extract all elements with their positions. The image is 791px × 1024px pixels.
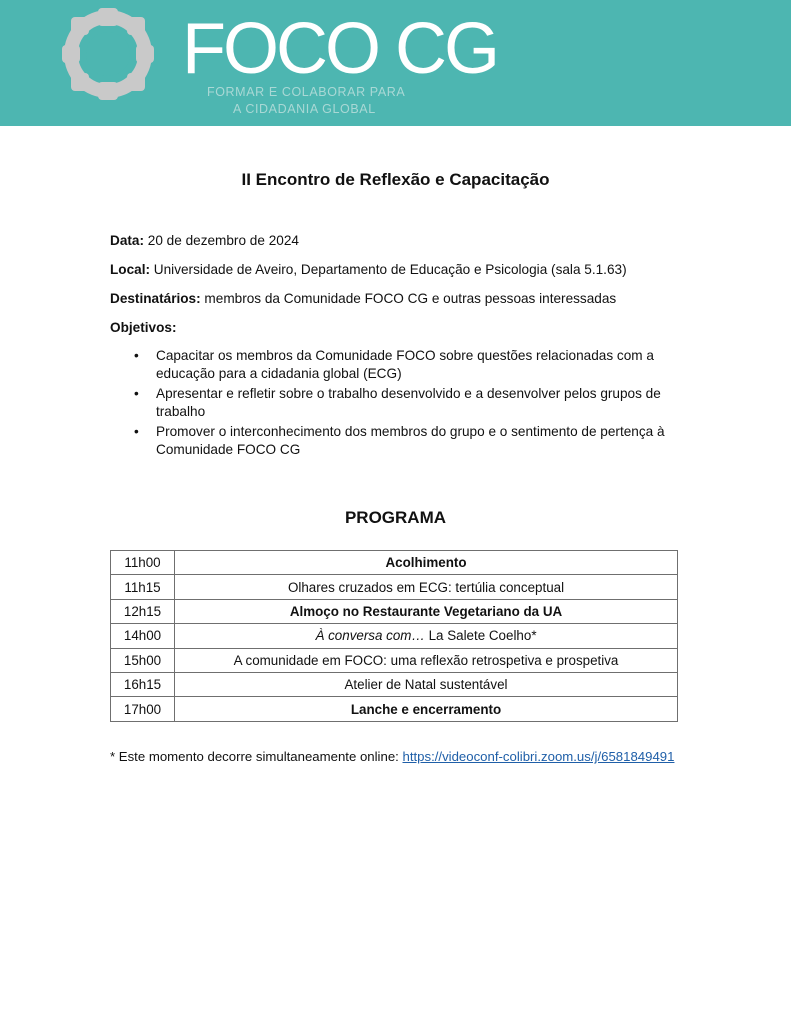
table-row bbox=[111, 624, 678, 648]
program-heading: PROGRAMA bbox=[344, 508, 447, 527]
bullet-icon: • bbox=[134, 348, 139, 363]
list-item bbox=[134, 385, 694, 420]
time-cell: 11h00 bbox=[111, 551, 175, 575]
schedule-table bbox=[110, 550, 678, 722]
table-row bbox=[111, 697, 678, 721]
list-item bbox=[134, 423, 694, 458]
header-banner bbox=[0, 0, 791, 126]
date-row bbox=[110, 232, 299, 249]
time-cell: 11h15 bbox=[111, 575, 175, 599]
time-cell: 12h15 bbox=[111, 599, 175, 623]
objectives-label: Objetivos: bbox=[110, 320, 177, 335]
foco-cg-wordmark bbox=[182, 9, 497, 89]
table-row bbox=[111, 575, 678, 599]
svg-text:FOCO CG: FOCO CG bbox=[182, 9, 497, 89]
table-row bbox=[111, 672, 678, 696]
location-row bbox=[110, 261, 627, 278]
table-row bbox=[111, 599, 678, 623]
zoom-link[interactable]: https://videoconf-colibri.zoom.us/j/6581849491 bbox=[402, 749, 675, 764]
location-value: Universidade de Aveiro, Departamento de Educação e Psicologia (sala 5.1.63) bbox=[150, 262, 627, 277]
activity-italic-text: À conversa com… bbox=[315, 628, 425, 644]
table-row bbox=[111, 551, 678, 575]
activity-cell: Lanche e encerramento bbox=[175, 697, 678, 721]
date-value: 20 de dezembro de 2024 bbox=[144, 233, 299, 248]
location-label: Local: bbox=[110, 262, 151, 277]
activity-cell: Acolhimento bbox=[175, 551, 678, 575]
time-cell: 17h00 bbox=[111, 697, 175, 721]
audience-label: Destinatários: bbox=[110, 291, 201, 306]
list-item bbox=[134, 347, 694, 382]
time-cell: 15h00 bbox=[111, 648, 175, 672]
activity-cell: Atelier de Natal sustentável bbox=[175, 672, 678, 696]
footnote bbox=[110, 749, 674, 764]
tagline-line-2: A CIDADANIA GLOBAL bbox=[233, 102, 376, 116]
bullet-icon: • bbox=[134, 424, 139, 439]
activity-cell: A comunidade em FOCO: uma reflexão retrospetiva e prospetiva bbox=[175, 648, 678, 672]
header-tagline bbox=[207, 84, 405, 118]
page-title: II Encontro de Reflexão e Capacitação bbox=[241, 170, 550, 189]
time-cell: 16h15 bbox=[111, 672, 175, 696]
objectives-row bbox=[110, 319, 176, 336]
table-row bbox=[111, 648, 678, 672]
time-cell: 14h00 bbox=[111, 624, 175, 648]
bullet-icon: • bbox=[134, 386, 139, 401]
objectives-list bbox=[134, 347, 694, 461]
activity-cell: Olhares cruzados em ECG: tertúlia conceptual bbox=[175, 575, 678, 599]
activity-text: La Salete Coelho* bbox=[424, 628, 537, 644]
activity-cell bbox=[175, 624, 678, 648]
audience-row bbox=[110, 290, 616, 307]
tagline-line-1: FORMAR E COLABORAR PARA bbox=[207, 85, 406, 99]
objective-text: Apresentar e refletir sobre o trabalho desenvolvido e a desenvolver pelos grupos de trabalho bbox=[156, 386, 661, 419]
date-label: Data: bbox=[110, 233, 144, 248]
objective-text: Capacitar os membros da Comunidade FOCO sobre questões relacionadas com a educação para a cidadania global (ECG) bbox=[156, 348, 654, 381]
activity-cell: Almoço no Restaurante Vegetariano da UA bbox=[175, 599, 678, 623]
objective-text: Promover o interconhecimento dos membros do grupo e o sentimento de pertença à Comunidade FOCO CG bbox=[156, 424, 665, 457]
audience-value: membros da Comunidade FOCO CG e outras pessoas interessadas bbox=[200, 291, 617, 306]
footnote-text: * Este momento decorre simultaneamente online: bbox=[110, 749, 403, 764]
foco-logo-ring-icon bbox=[58, 6, 158, 102]
